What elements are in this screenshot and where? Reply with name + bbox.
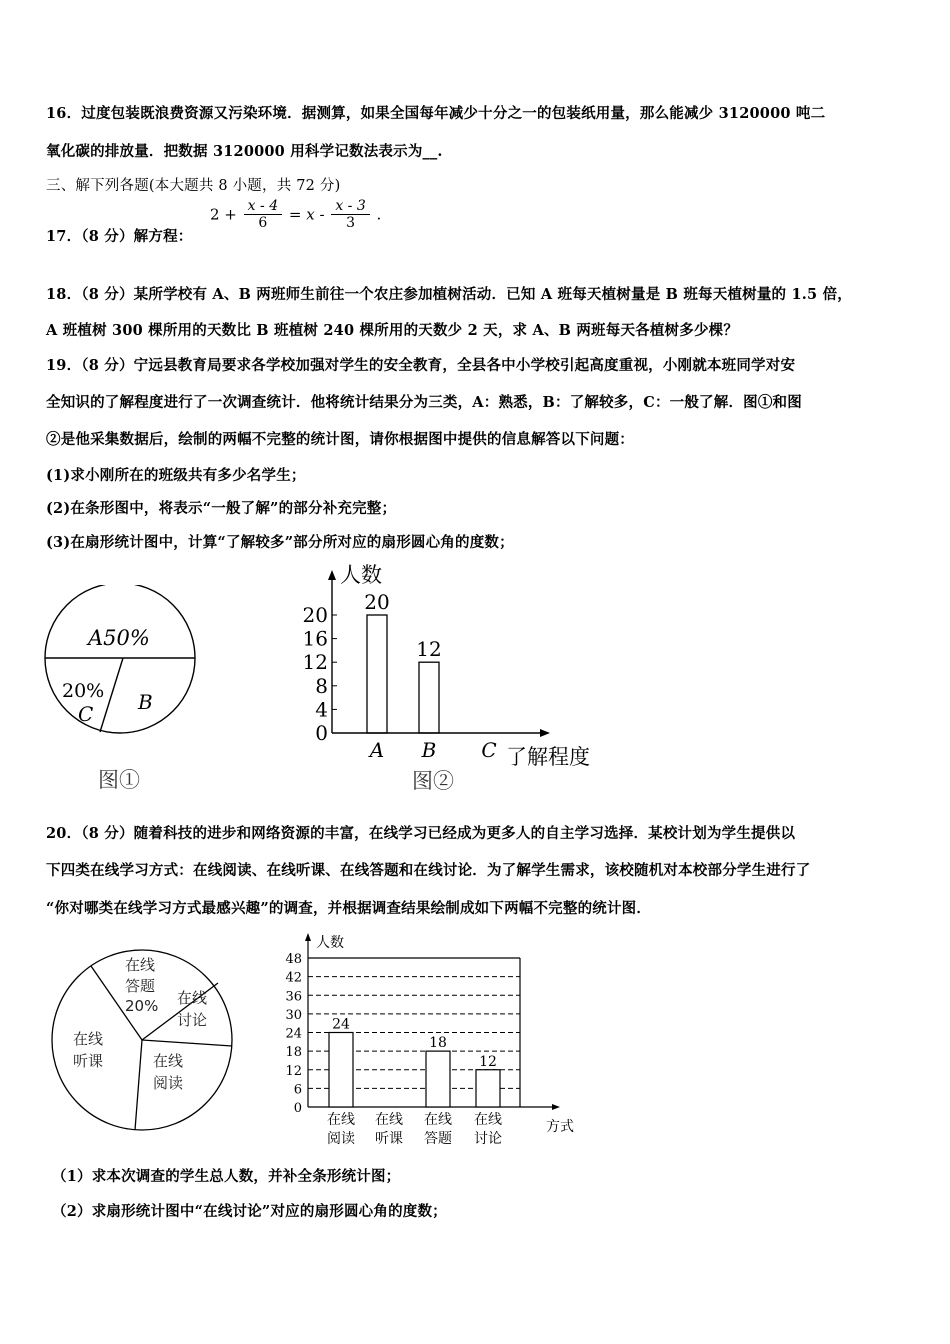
q19-bar-chart	[290, 560, 620, 800]
q20-bar-y-tick-label: 12	[285, 1063, 302, 1079]
q20-pie-listen-2: 听课	[73, 1052, 104, 1070]
q17-fraction-1	[244, 198, 282, 231]
q19-bar-data-label: 12	[416, 637, 442, 662]
q20-bar-category-label-1: 在线	[375, 1112, 403, 1128]
q19-line1: 19．（8 分）宁远县教育局要求各学校加强对学生的安全教育，全县各中小学校引起高度重视，小刚就本班同学对安	[46, 357, 796, 374]
q20-bar-y-tick-label: 30	[285, 1007, 302, 1023]
q19-bar-y-tick-label: 0	[315, 721, 328, 745]
q20-bar-category-label-2: 阅读	[327, 1131, 355, 1147]
q19-pie-label-c: C	[78, 702, 94, 726]
q19-pie-label-c-pct: 20%	[62, 680, 105, 702]
q19-bar-y-tick-label: 16	[302, 626, 328, 651]
q17-equation	[210, 198, 381, 231]
q16-line1: 16．过度包装既浪费资源又污染环境．据测算，如果全国每年减少十分之一的包装纸用量，那么能减少 3120000 吨二	[46, 105, 826, 122]
q20-pie-discuss-1: 在线	[177, 989, 208, 1007]
q20-bar-y-arrow	[305, 933, 311, 941]
q20-bar-data-label: 18	[429, 1035, 447, 1052]
q20-bar-chart	[280, 925, 590, 1155]
q20-pie-listen-1: 在线	[73, 1030, 104, 1048]
q20-bar-y-tick-label: 0	[293, 1101, 302, 1116]
q20-bar-category-label-1: 在线	[424, 1112, 452, 1128]
q19-bar-y-tick-label: 4	[315, 697, 328, 722]
q19-bar-A	[367, 615, 387, 733]
q20-bar-category-label-2: 答题	[424, 1131, 452, 1147]
q19-bar-y-tick-label: 20	[302, 603, 328, 627]
q20-bar-data-label: 12	[479, 1053, 497, 1070]
q18-line1: 18．（8 分）某所学校有 A、B 两班师生前往一个农庄参加植树活动．已知 A 班每天植树量是 B 班每天植树量的 1.5 倍，	[46, 286, 852, 303]
q20-pie-divider-4	[135, 1040, 142, 1130]
q20-pie-read-2: 阅读	[153, 1074, 184, 1092]
q19-bar-category-label: A	[369, 738, 385, 762]
q19-bar-y-tick-label: 12	[302, 650, 328, 675]
q20-bar-4	[476, 1070, 500, 1107]
q20-bar-category-label-1: 在线	[474, 1112, 502, 1128]
q17-end: .	[376, 205, 382, 224]
q19-sub3: (3)在扇形统计图中，计算“了解较多”部分所对应的扇形圆心角的度数；	[46, 534, 514, 551]
q17-lhs-const: 2 +	[210, 205, 237, 224]
q19-pie-label-a: A50%	[88, 626, 150, 650]
q19-bar-xlabel: 了解程度	[506, 745, 590, 769]
q17-frac2-denominator: 3	[346, 215, 355, 231]
q17-frac1-denominator: 6	[258, 215, 268, 231]
q20-bar-x-arrow	[552, 1104, 560, 1110]
q20-bar-category-label-2: 讨论	[474, 1131, 502, 1147]
q20-line1: 20．（8 分）随着科技的进步和网络资源的丰富，在线学习已经成为更多人的自主学习选择．某校计划为学生提供以	[46, 825, 796, 842]
q17-fraction-2	[331, 198, 369, 231]
q20-bar-y-tick-label: 6	[293, 1082, 302, 1098]
q20-pie-divider-3	[142, 1040, 232, 1046]
q20-line3: “你对哪类在线学习方式最感兴趣”的调查，并根据调查结果绘制成如下两幅不完整的统计图．	[46, 900, 652, 917]
q19-pie-circle	[45, 585, 195, 733]
q19-bar-y-arrow	[328, 570, 336, 580]
q19-bar-y-tick-label: 8	[315, 673, 328, 698]
q20-bar-ylabel: 人数	[316, 935, 344, 951]
q20-pie-chart	[45, 948, 245, 1138]
q20-bar-1	[329, 1033, 353, 1108]
q19-sub2: (2)在条形图中，将表示“一般了解”的部分补充完整；	[46, 500, 397, 517]
q16-line2: 氧化碳的排放量．把数据 3120000 用科学记数法表示为__.	[46, 143, 443, 160]
q19-pie-caption: 图①	[98, 768, 140, 792]
q20-sub2: （2）求扇形统计图中“在线讨论”对应的扇形圆心角的度数；	[52, 1203, 447, 1220]
q19-bar-caption: 图②	[412, 769, 454, 793]
q19-pie-label-b: B	[138, 690, 153, 714]
q17-mid: = x -	[288, 205, 325, 224]
section-heading: 三、解下列各题(本大题共 8 小题，共 72 分)	[46, 178, 341, 194]
q20-bar-3	[426, 1051, 450, 1107]
q19-bar-ylabel: 人数	[340, 563, 382, 587]
q20-pie-answer-2: 答题	[125, 977, 156, 995]
q17-frac1-numerator: x - 4	[244, 198, 282, 215]
q20-pie-read-1: 在线	[153, 1052, 184, 1070]
q19-pie-chart	[30, 585, 220, 800]
q19-bar-category-label: B	[421, 738, 437, 762]
q18-line2: A 班植树 300 棵所用的天数比 B 班植树 240 棵所用的天数少 2 天，求 A、B 两班每天各植树多少棵？	[46, 322, 739, 339]
q19-line3: ②是他采集数据后，绘制的两幅不完整的统计图，请你根据图中提供的信息解答以下问题：	[46, 431, 634, 448]
q17-frac2-numerator: x - 3	[331, 198, 369, 215]
q19-sub1: (1)求小刚所在的班级共有多少名学生；	[46, 467, 306, 484]
q20-bar-category-label-1: 在线	[327, 1112, 355, 1128]
q19-bar-data-label: 20	[364, 590, 390, 614]
q20-bar-y-tick-label: 24	[285, 1026, 302, 1042]
q19-line2: 全知识的了解程度进行了一次调查统计．他将统计结果分为三类，A：熟悉，B：了解较多，C：一般了解．图①和图	[46, 394, 802, 411]
q20-pie-answer-pct: 20%	[125, 997, 159, 1015]
q20-bar-xlabel: 方式	[546, 1119, 574, 1135]
q20-bar-y-tick-label: 18	[285, 1045, 302, 1061]
q19-bar-category-label: C	[481, 738, 497, 762]
q20-bar-y-tick-label: 36	[285, 989, 302, 1005]
q20-bar-y-tick-label: 48	[285, 952, 302, 967]
q20-bar-category-label-2: 听课	[375, 1131, 403, 1147]
q20-bar-y-tick-label: 42	[285, 970, 302, 986]
q20-sub1: （1）求本次调查的学生总人数，并补全条形统计图；	[52, 1168, 401, 1185]
q20-pie-discuss-2: 讨论	[177, 1011, 208, 1029]
q19-bar-B	[419, 662, 439, 733]
q17-label: 17．（8 分）解方程：	[46, 228, 193, 245]
q19-bar-x-arrow	[540, 729, 550, 737]
q20-pie-answer-1: 在线	[125, 956, 156, 974]
q20-bar-data-label: 24	[332, 1016, 350, 1033]
q20-line2: 下四类在线学习方式：在线阅读、在线听课、在线答题和在线讨论．为了解学生需求，该校随机对本校部分学生进行了	[46, 862, 811, 879]
